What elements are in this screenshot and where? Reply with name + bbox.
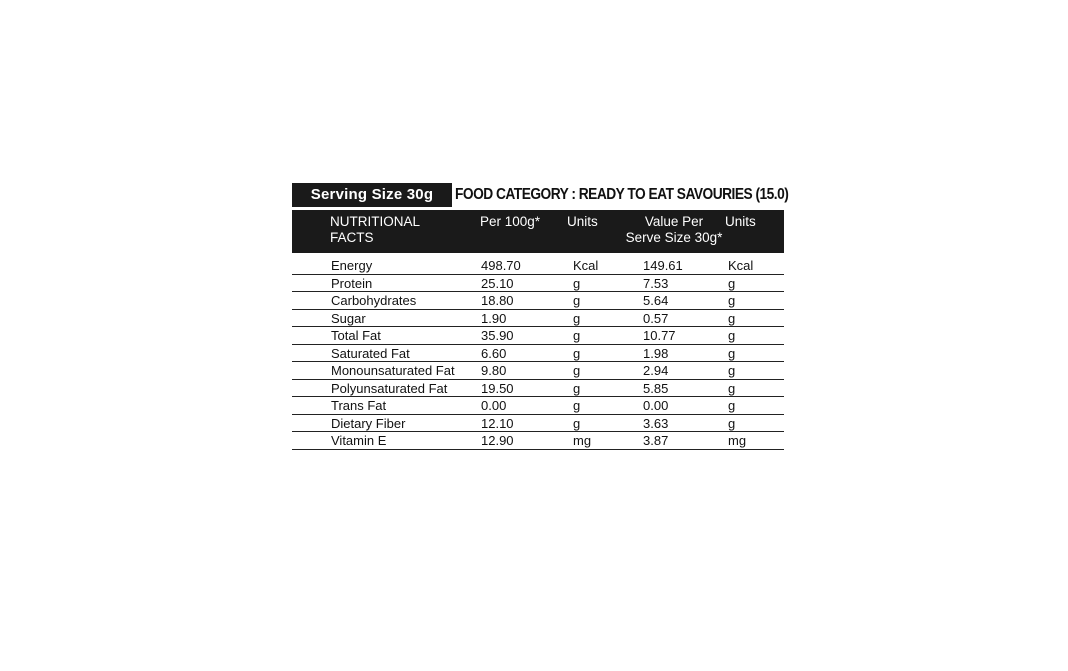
value-per-100g: 35.90: [481, 328, 514, 343]
nutrient-name: Monounsaturated Fat: [331, 363, 455, 378]
unit-per-100g: g: [573, 398, 581, 413]
value-per-serve: 3.87: [643, 433, 669, 448]
unit-per-100g: g: [573, 363, 581, 378]
value-per-100g: 6.60: [481, 345, 507, 361]
label-top-bar: [292, 183, 789, 207]
unit-per-100g: mg: [573, 433, 592, 448]
value-per-serve: 2.94: [643, 363, 669, 378]
value-per-serve: 7.53: [643, 275, 669, 291]
value-per-100g: 25.10: [481, 275, 514, 291]
header-units: Units: [567, 214, 598, 229]
table-row: [292, 310, 784, 328]
value-per-serve: 149.61: [643, 258, 683, 273]
food-category-title: FOOD CATEGORY : READY TO EAT SAVOURIES (15.0): [455, 186, 789, 203]
value-per-serve: 5.85: [643, 380, 669, 396]
table-row: [292, 327, 784, 345]
table-row: [292, 415, 784, 433]
value-per-serve: 3.63: [643, 415, 669, 431]
value-per-100g: 1.90: [481, 310, 507, 326]
nutrient-name: Saturated Fat: [331, 345, 410, 361]
unit-per-serve: g: [728, 363, 736, 378]
header-value-per-line1: Value Per: [644, 214, 704, 229]
table-row: [292, 345, 784, 363]
value-per-serve: 0.57: [643, 310, 669, 326]
unit-per-100g: g: [573, 328, 581, 343]
nutrition-label: [292, 183, 789, 450]
header-nutritional-line1: NUTRITIONAL: [330, 214, 421, 229]
header-nutritional-line2: FACTS: [330, 230, 374, 245]
header-value-per-line2: Serve Size 30g*: [625, 230, 723, 245]
value-per-serve: 1.98: [643, 345, 669, 361]
unit-per-serve: mg: [728, 433, 747, 448]
nutrient-name: Dietary Fiber: [331, 415, 406, 431]
header-units-serve: Units: [725, 214, 756, 229]
value-per-100g: 9.80: [481, 363, 507, 378]
unit-per-100g: g: [573, 275, 581, 291]
unit-per-100g: g: [573, 310, 581, 326]
unit-per-serve: g: [728, 310, 736, 326]
unit-per-serve: g: [728, 345, 736, 361]
unit-per-100g: g: [573, 380, 581, 396]
table-row: [292, 432, 784, 450]
value-per-serve: 0.00: [643, 398, 669, 413]
nutrient-name: Energy: [331, 258, 373, 273]
unit-per-100g: g: [573, 345, 581, 361]
value-per-serve: 10.77: [643, 328, 676, 343]
value-per-serve: 5.64: [643, 293, 669, 308]
unit-per-serve: g: [728, 380, 736, 396]
unit-per-serve: g: [728, 328, 736, 343]
serving-size-box: Serving Size 30g: [292, 183, 452, 207]
value-per-100g: 12.90: [481, 433, 514, 448]
nutrient-name: Protein: [331, 275, 373, 291]
nutrition-table-body: [292, 257, 784, 450]
value-per-100g: 19.50: [481, 380, 514, 396]
table-row: [292, 257, 784, 275]
nutrient-name: Total Fat: [331, 328, 381, 343]
unit-per-100g: g: [573, 293, 581, 308]
header-per-100g: Per 100g*: [480, 214, 541, 229]
nutrient-name: Polyunsaturated Fat: [331, 380, 448, 396]
unit-per-serve: g: [728, 293, 736, 308]
unit-per-100g: Kcal: [573, 258, 599, 273]
table-row: [292, 275, 784, 293]
value-per-100g: 12.10: [481, 415, 514, 431]
nutrient-name: Sugar: [331, 310, 366, 326]
header-nutritional-facts: [330, 214, 420, 246]
header-value-per-serve: [619, 214, 729, 246]
unit-per-serve: g: [728, 415, 736, 431]
value-per-100g: 498.70: [481, 258, 521, 273]
unit-per-serve: Kcal: [728, 258, 754, 273]
nutrient-name: Trans Fat: [331, 398, 387, 413]
unit-per-serve: g: [728, 275, 736, 291]
table-row: [292, 380, 784, 398]
nutrient-name: Vitamin E: [331, 433, 387, 448]
nutrition-table-header: [292, 210, 784, 253]
table-row: [292, 397, 784, 415]
table-row: [292, 362, 784, 380]
unit-per-serve: g: [728, 398, 736, 413]
value-per-100g: 0.00: [481, 398, 507, 413]
unit-per-100g: g: [573, 415, 581, 431]
table-row: [292, 292, 784, 310]
nutrient-name: Carbohydrates: [331, 293, 417, 308]
value-per-100g: 18.80: [481, 293, 514, 308]
